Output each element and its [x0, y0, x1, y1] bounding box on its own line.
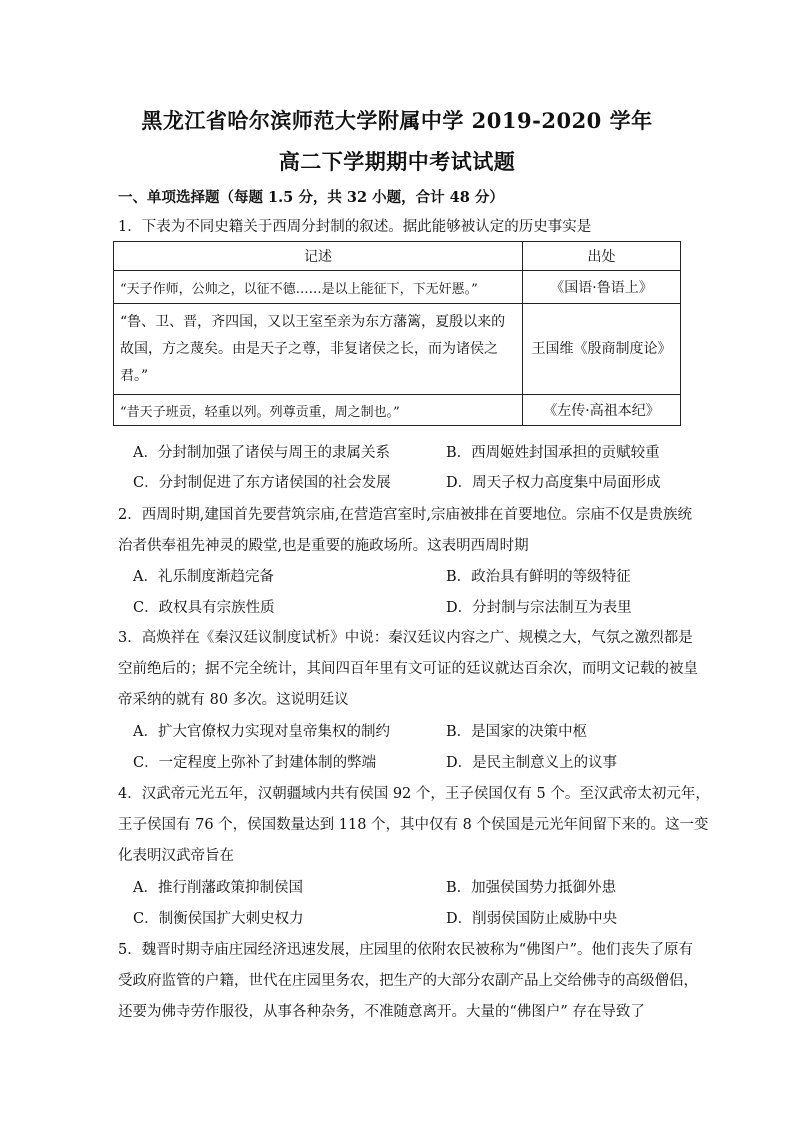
question-3-line: 3．高焕祥在《秦汉廷议制度试析》中说：秦汉廷议内容之广、规模之大，气氛之激烈都是: [118, 630, 693, 646]
question-2-option-b: B．政治具有鲜明的等级特征: [446, 569, 631, 585]
question-1-option-a: A．分封制加强了诸侯与周王的隶属关系: [133, 445, 390, 461]
question-5-line: 5．魏晋时期寺庙庄园经济迅速发展，庄园里的依附农民被称为“佛图户”。他们丧失了原有: [118, 942, 694, 958]
question-4-option-b: B．加强侯国势力抵御外患: [446, 880, 617, 896]
section-heading: 一、单项选择题（每题 1.5 分，共 32 小题，合计 48 分）: [118, 189, 504, 206]
question-3-option-a: A．扩大官僚权力实现对皇帝集权的制约: [133, 724, 390, 740]
question-1-option-b: B．西周姬姓封国承担的贡赋较重: [446, 445, 660, 461]
question-2-line: 治者供奉祖先神灵的殿堂,也是重要的施政场所。这表明西周时期: [118, 538, 529, 554]
question-1-option-d: D．周天子权力高度集中局面形成: [446, 475, 661, 491]
question-4-line: 王子侯国有 76 个，侯国数量达到 118 个，其中仅有 8 个侯国是元光年间留下来的。这一变: [118, 817, 709, 833]
table-row: [114, 395, 681, 426]
question-1-option-c: C．分封制促进了东方诸侯国的社会发展: [133, 475, 391, 491]
table-cell-source: 王国维《殷商制度论》: [523, 304, 681, 395]
table-row: [114, 271, 681, 304]
question-3-option-c: C．一定程度上弥补了封建体制的弊端: [133, 755, 377, 771]
question-4-line: 4．汉武帝元光五年，汉朝疆域内共有侯国 92 个，王子侯国仅有 5 个。至汉武帝太初元年，: [118, 786, 710, 802]
table-cell-record: “昔天子班贡，轻重以列。列尊贡重，周之制也。”: [114, 395, 523, 426]
question-2-line: 2．西周时期,建国首先要营筑宗庙,在营造宫室时,宗庙被排在首要地位。宗庙不仅是贵族统: [118, 507, 693, 523]
question-4-option-c: C．制衡侯国扩大刺史权力: [133, 911, 304, 927]
question-2-option-d: D．分封制与宗法制互为表里: [446, 600, 632, 616]
table-header-source: 出处: [523, 242, 681, 271]
question-3-option-d: D．是民主制意义上的议事: [446, 755, 618, 771]
table-cell-record: “鲁、卫、晋，齐四国，又以王室至亲为东方藩篱，夏殷以来的故国，方之蔑矣。由是天子之尊，非复诸侯之长，而为诸侯之君。”: [114, 304, 523, 395]
table-cell-source: 《国语·鲁语上》: [523, 271, 681, 304]
question-4-option-d: D．削弱侯国防止威胁中央: [446, 911, 618, 927]
question-5-line: 还要为佛寺劳作服役，从事各种杂务，不准随意离开。大量的“佛图户” 存在导致了: [118, 1004, 645, 1020]
question-1-stem: 1．下表为不同史籍关于西周分封制的叙述。据此能够被认定的历史事实是: [118, 219, 592, 235]
question-4-option-a: A．推行削藩政策抑制侯国: [133, 880, 303, 896]
question-2-option-a: A．礼乐制度渐趋完备: [133, 569, 274, 585]
question-3-line: 空前绝后的；据不完全统计，其间四百年里有文可证的廷议就达百余次，而明文记载的被皇: [118, 661, 698, 677]
table-row: [114, 304, 681, 395]
page-subtitle: 高二下学期期中考试试题: [278, 149, 516, 174]
question-1-table: [113, 241, 681, 426]
table-header-record: 记述: [114, 242, 523, 271]
question-3-line: 帝采纳的就有 80 多次。这说明廷议: [118, 692, 349, 708]
question-5-line: 受政府监管的户籍，世代在庄园里务农，把生产的大部分农副产品上交给佛寺的高级僧侣，: [118, 973, 698, 989]
table-cell-record: “天子作师，公帅之，以征不德……是以上能征下，下无奸慝。”: [114, 271, 523, 304]
page-title: 黑龙江省哈尔滨师范大学附属中学 2019-2020 学年: [141, 108, 653, 133]
table-cell-source: 《左传·高祖本纪》: [523, 395, 681, 426]
question-4-line: 化表明汉武帝旨在: [118, 848, 234, 864]
question-2-option-c: C．政权具有宗族性质: [133, 600, 275, 616]
question-3-option-b: B．是国家的决策中枢: [446, 724, 588, 740]
